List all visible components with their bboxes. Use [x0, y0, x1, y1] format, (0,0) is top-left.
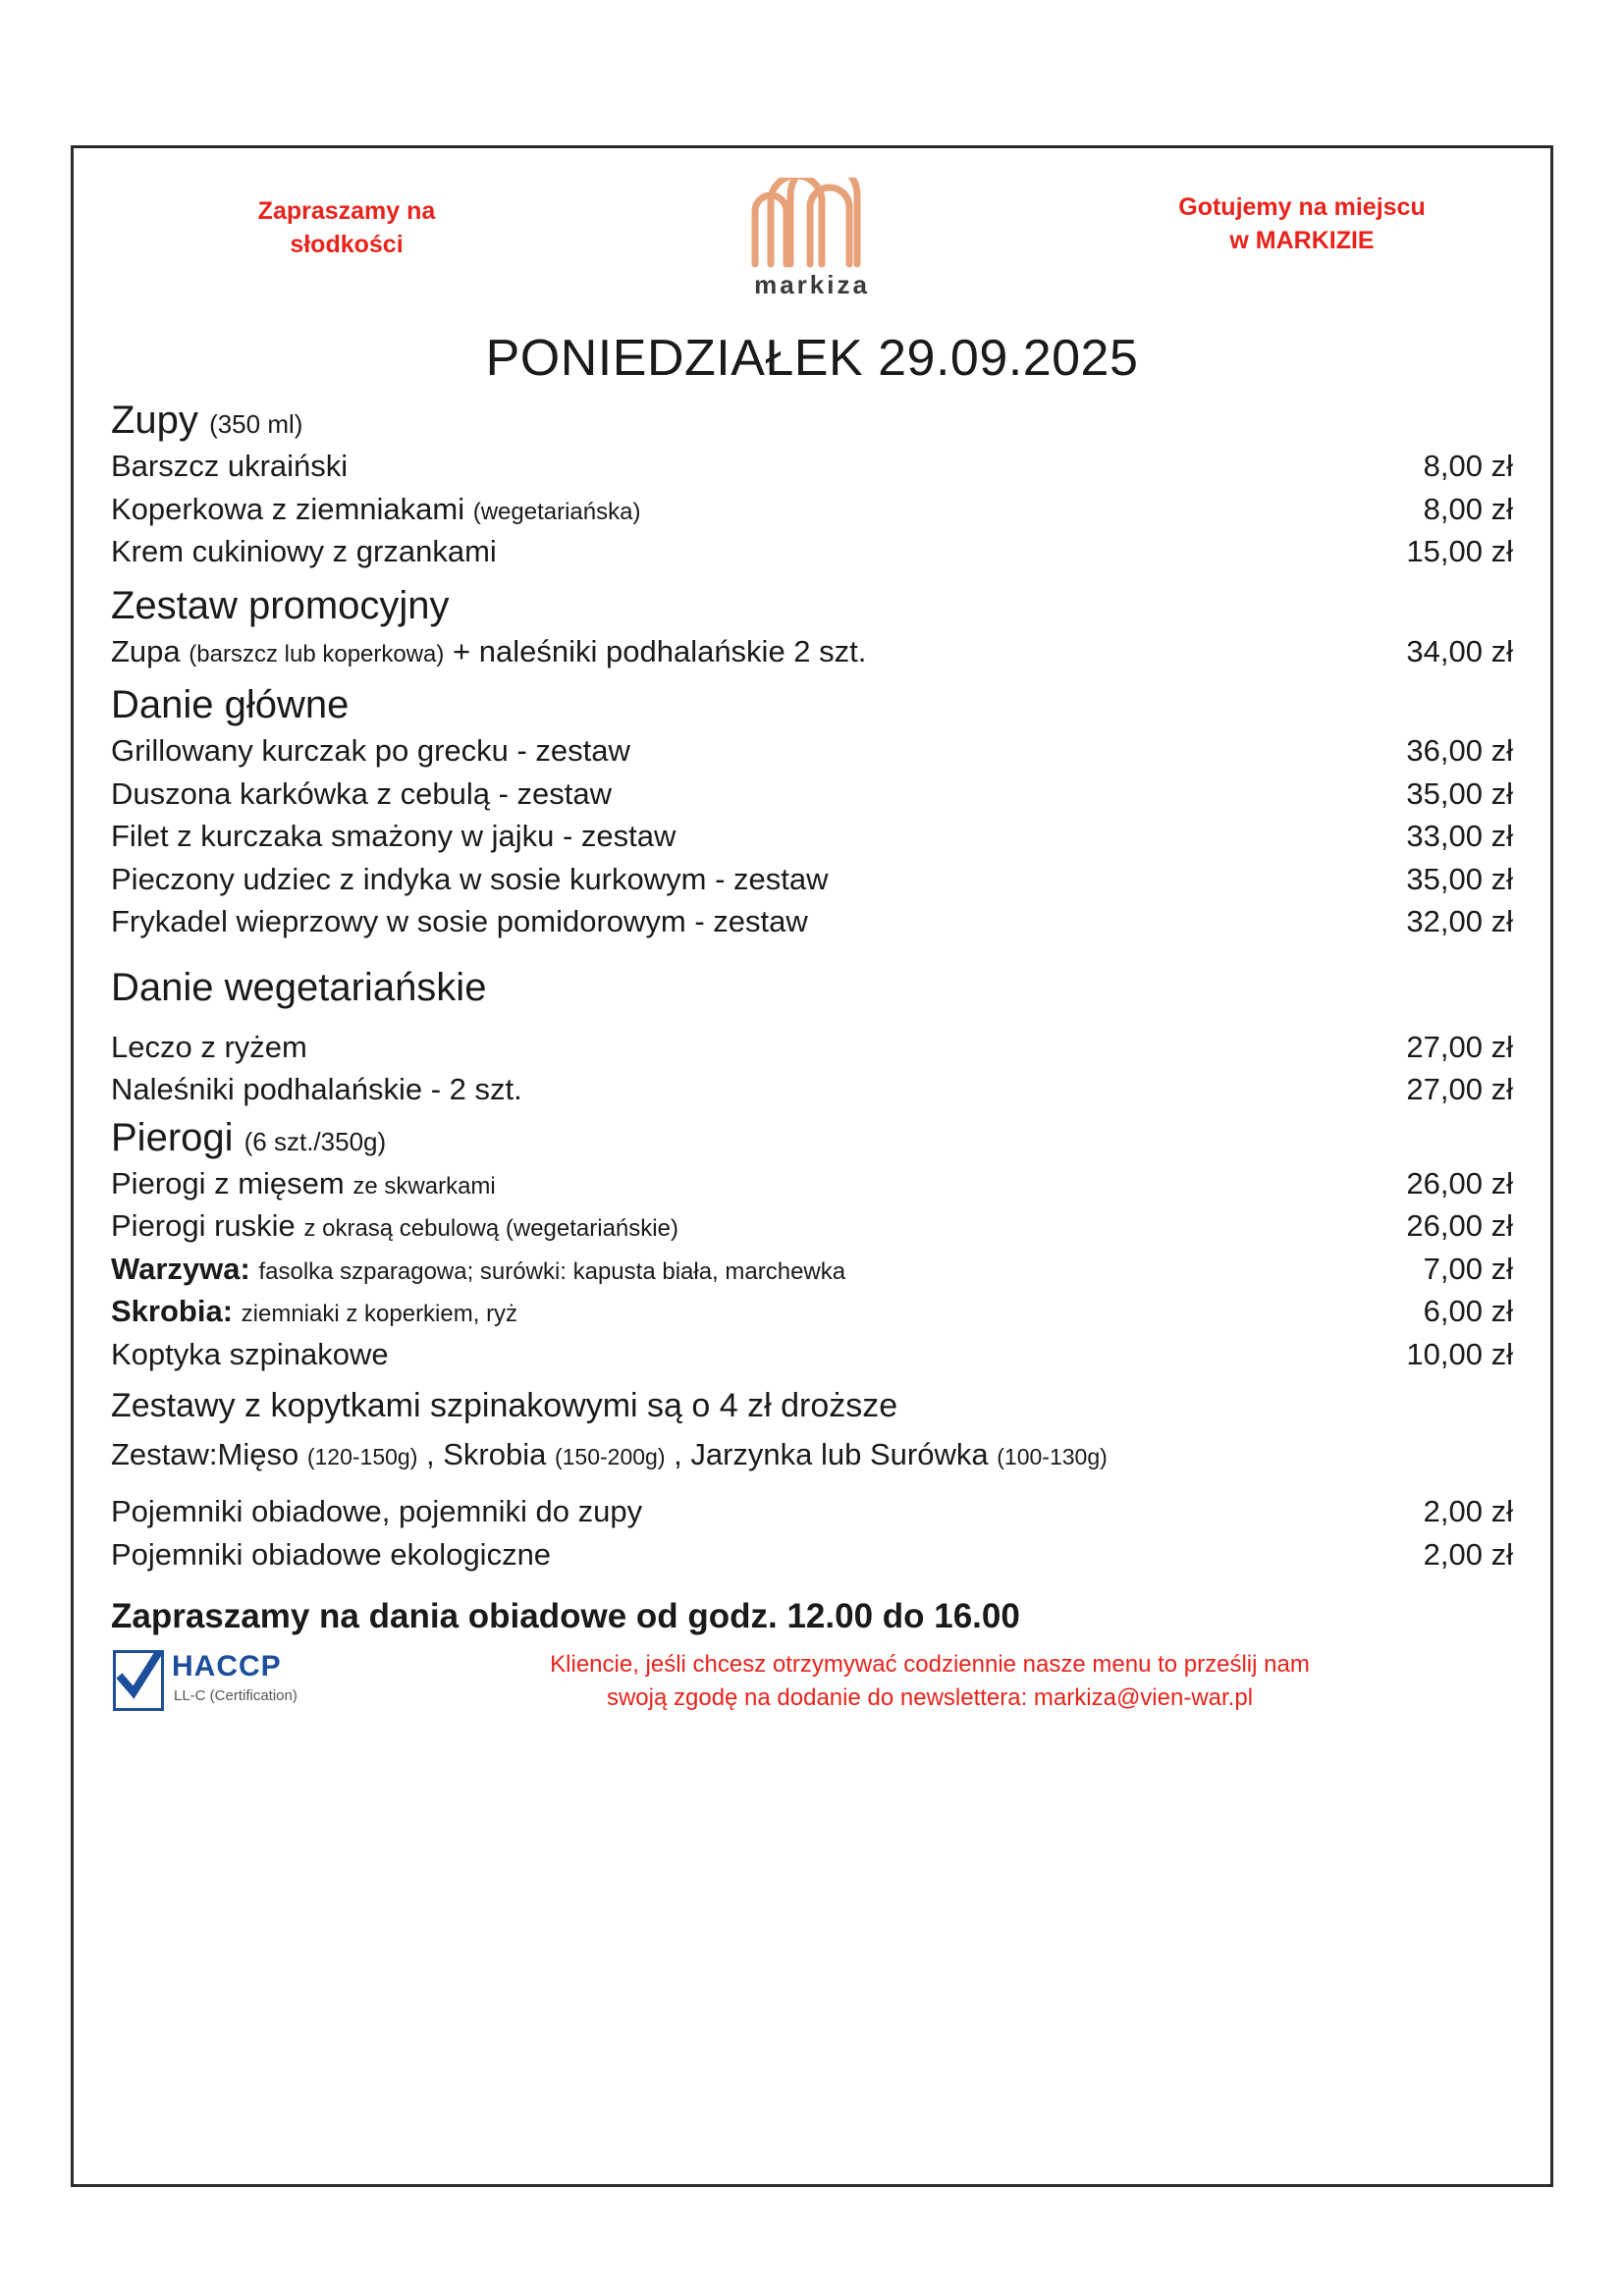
section-heading-zestaw-promocyjny: [111, 583, 1513, 628]
section-title-pierogi: Pierogi: [111, 1115, 234, 1159]
menu-row-skrobia: [111, 1290, 1513, 1333]
section-heading-danie-wegetarianskie: [111, 965, 1513, 1010]
newsletter-line1: Kliencie, jeśli chcesz otrzymywać codziennie nasze menu to prześlij nam: [550, 1651, 1310, 1679]
item-name: Pieczony udziec z indyka w sosie kurkowym - zestaw: [111, 861, 829, 896]
section-title-zestaw-promocyjny: Zestaw promocyjny: [111, 583, 450, 627]
menu-row: [111, 773, 1513, 816]
menu-sheet: [71, 145, 1553, 2187]
item-name: [111, 631, 1326, 672]
menu-row-koptyka: [111, 1333, 1513, 1376]
promo-right-line1: Gotujemy na miejscu: [1178, 193, 1426, 221]
haccp-subtitle: LL-C (Certification): [174, 1687, 298, 1705]
skrobia-label: Skrobia:: [111, 1294, 234, 1329]
menu-row: [111, 1490, 1513, 1533]
promo-right-line2: w MARKIZIE: [1229, 226, 1375, 254]
opening-hours-note: Zapraszamy na dania obiadowe od godz. 12.00 do 16.00: [111, 1597, 1020, 1636]
zestaw-jarzynka-label: , Jarzynka lub Surówka: [674, 1436, 989, 1471]
skrobia-note: ziemniaki z koperkiem, ryż: [241, 1301, 518, 1328]
zestaw-meat-weight: (120-150g): [306, 1443, 418, 1469]
section-title-danie-wegetarianskie: Danie wegetariańskie: [111, 965, 487, 1009]
item-name: Grillowany kurczak po grecku - zestaw: [111, 733, 630, 769]
zestaw-skrobia-label: , Skrobia: [426, 1436, 547, 1471]
menu-footer: [111, 1642, 1513, 1748]
haccp-title: HACCP: [172, 1650, 282, 1683]
section-note-pierogi: (6 szt./350g): [244, 1126, 387, 1156]
menu-row-warzywa: [111, 1248, 1513, 1291]
menu-row: [111, 1162, 1513, 1205]
menu-row: [111, 445, 1513, 488]
item-name: Barszcz ukraiński: [111, 449, 349, 483]
item-price: 7,00 zł: [1423, 1251, 1513, 1286]
item-price: 10,00 zł: [1406, 1336, 1513, 1371]
item-price: 34,00 zł: [1406, 633, 1513, 668]
item-name-text: Koperkowa z ziemniakami: [111, 491, 465, 526]
item-price: 26,00 zł: [1406, 1165, 1513, 1201]
item-note: (barszcz lub koperkowa): [189, 640, 445, 667]
menu-row: [111, 1204, 1513, 1248]
menu-header: [111, 174, 1513, 321]
section-heading-pierogi: [111, 1115, 1513, 1160]
item-name-text: Pierogi ruskie: [111, 1208, 296, 1244]
section-title-zupy: Zupy: [111, 399, 198, 442]
item-price: 2,00 zł: [1423, 1536, 1513, 1572]
checkmark-icon: [113, 1650, 164, 1711]
warzywa-label: Warzywa:: [111, 1251, 250, 1286]
item-price: 33,00 zł: [1406, 819, 1513, 854]
item-name: Leczo z ryżem: [111, 1029, 307, 1064]
section-heading-danie-glowne: [111, 682, 1513, 727]
brand-wordmark: markiza: [754, 270, 870, 299]
haccp-badge: [113, 1648, 319, 1719]
item-price: 15,00 zł: [1406, 534, 1513, 569]
item-price: 35,00 zł: [1406, 861, 1513, 896]
item-name: Frykadel wieprzowy w sosie pomidorowym - zestaw: [111, 904, 808, 939]
item-note: (wegetariańska): [472, 498, 641, 525]
zestaw-label: Zestaw:Mięso: [111, 1436, 299, 1471]
item-name: [111, 1291, 1326, 1332]
menu-row: [111, 858, 1513, 901]
item-name: Pojemniki obiadowe, pojemniki do zupy: [111, 1493, 643, 1528]
section-heading-zupy: [111, 398, 1513, 443]
menu-row: [111, 1068, 1513, 1111]
item-name: [111, 489, 1326, 530]
item-name: Naleśniki podhalańskie - 2 szt.: [111, 1072, 522, 1107]
menu-row: [111, 488, 1513, 531]
zestaw-skrobia-weight: (150-200g): [554, 1443, 666, 1469]
zestaw-composition-note: [111, 1435, 1513, 1474]
item-price: 6,00 zł: [1423, 1294, 1513, 1329]
page-title: PONIEDZIAŁEK 29.09.2025: [485, 330, 1139, 387]
item-price: 27,00 zł: [1406, 1029, 1513, 1064]
menu-row: [111, 729, 1513, 773]
menu-row: [111, 1026, 1513, 1069]
zestaw-jarzynka-weight: (100-130g): [997, 1443, 1108, 1469]
item-price: 8,00 zł: [1423, 449, 1513, 483]
item-name-text: Zupa: [111, 633, 181, 668]
warzywa-note: fasolka szparagowa; surówki: kapusta biała, marchewka: [258, 1257, 846, 1285]
promo-left-text: Zapraszamy na słodkości: [257, 197, 436, 258]
item-name-text: Pierogi z mięsem: [111, 1165, 345, 1201]
item-note: ze skwarkami: [352, 1172, 496, 1200]
menu-row: [111, 1533, 1513, 1576]
item-note: z okrasą cebulową (wegetariańskie): [303, 1215, 678, 1243]
item-price: 35,00 zł: [1406, 775, 1513, 811]
section-note-zupy: (350 ml): [209, 409, 303, 439]
promo-right-text: [1120, 191, 1484, 258]
item-price: 27,00 zł: [1406, 1072, 1513, 1107]
item-name: Duszona karkówka z cebulą - zestaw: [111, 775, 613, 811]
item-price: 8,00 zł: [1423, 491, 1513, 526]
item-price: 36,00 zł: [1406, 733, 1513, 769]
item-price: 26,00 zł: [1406, 1208, 1513, 1244]
menu-row: [111, 900, 1513, 943]
item-price: 32,00 zł: [1406, 904, 1513, 939]
markiza-logo-icon: [733, 178, 891, 268]
menu-row: [111, 530, 1513, 573]
brand-logo: [704, 178, 920, 300]
item-name: Krem cukiniowy z grzankami: [111, 534, 497, 569]
item-name: Filet z kurczaka smażony w jajku - zestaw: [111, 819, 677, 854]
section-title-danie-glowne: Danie główne: [111, 683, 350, 727]
item-name-text2: + naleśniki podhalańskie 2 szt.: [453, 633, 867, 668]
item-name: Koptyka szpinakowe: [111, 1336, 389, 1371]
item-name: [111, 1205, 1326, 1247]
kopytka-surcharge-note: Zestawy z kopytkami szpinakowymi są o 4 zł droższe: [111, 1386, 898, 1424]
item-price: 2,00 zł: [1423, 1493, 1513, 1528]
item-name: [111, 1249, 1326, 1290]
newsletter-line2: swoją zgodę na dodanie do newslettera: markiza@vien-war.pl: [606, 1683, 1254, 1711]
newsletter-note: [356, 1648, 1503, 1714]
item-name: [111, 1163, 1326, 1204]
item-name: Pojemniki obiadowe ekologiczne: [111, 1536, 552, 1572]
menu-row: [111, 630, 1513, 673]
menu-row: [111, 815, 1513, 858]
